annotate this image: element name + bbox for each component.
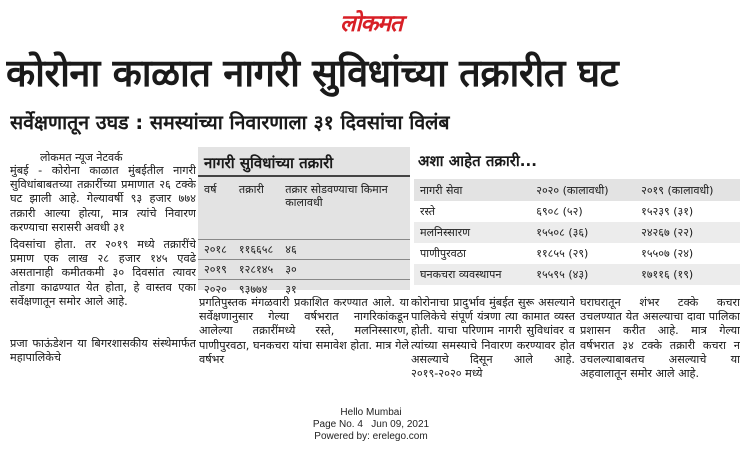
- table-row: [198, 259, 410, 279]
- cell-service: पाणीपुरवठा: [420, 247, 467, 260]
- subheadline: सर्वेक्षणातून उघड : समस्यांच्या निवारणाला ३१ दिवसांचा विलंब: [10, 111, 450, 134]
- article-column-left-bottom2: प्रजा फाऊंडेशन या बिगरशासकीय संस्थेमार्फत महापालिकेचे: [10, 337, 196, 365]
- cell-period: ३१: [279, 279, 410, 299]
- cell-complaints: ११६६५८: [233, 239, 279, 259]
- cell-2019: १५५०७ (२४): [641, 247, 694, 260]
- complaints-summary-table: [198, 181, 410, 299]
- cell-2020: १५५०८ (३६): [530, 222, 635, 243]
- cell-year: २०१८: [198, 239, 233, 259]
- logo-text: लोकमत: [339, 10, 403, 37]
- header-2020: २०२० (कालावधी): [530, 179, 635, 201]
- headline: कोरोना काळात नागरी सुविधांच्या तक्रारीत घट: [6, 51, 619, 95]
- complaints-by-service-box: [414, 147, 740, 290]
- masthead-logo: [0, 6, 742, 38]
- article-column-right: घराघरातून शंभर टक्के कचरा उचलण्यात येत असल्याचा दावा पालिका प्रशासन करीत आहे. मात्र गेल्या वर्षभरात ३४ टक्के तक्रारी कचरा न उचलल्याबाबतच असल्याचे या अहवालातून समोर आले आहे.: [580, 296, 740, 381]
- byline: लोकमत न्यूज नेटवर्क: [40, 151, 123, 164]
- complaints-by-service-table: [414, 179, 740, 285]
- table-row: [414, 201, 740, 222]
- cell-complaints: ९३७७४: [233, 279, 279, 299]
- cell-2019: २४२६७ (२२): [635, 222, 740, 243]
- header-service: नागरी सेवा: [414, 179, 530, 201]
- header-year: वर्ष: [204, 183, 217, 196]
- cell-2020: ६९०८ (५२): [536, 205, 583, 218]
- header-complaints: तक्रारी: [238, 183, 264, 196]
- complaints-summary-box: [198, 147, 410, 296]
- complaints-summary-title: नागरी सुविधांच्या तक्रारी: [204, 154, 334, 172]
- cell-year: २०१९: [198, 259, 233, 279]
- table-row: [198, 239, 410, 259]
- title-rule: [198, 175, 410, 177]
- table-row: [414, 264, 740, 285]
- table-header-row: [414, 179, 740, 201]
- footer-page-date: Page No. 4 Jun 09, 2021: [312, 419, 430, 430]
- table-row: [414, 222, 740, 243]
- cell-2019: १५२३९ (३१): [641, 205, 694, 218]
- cell-service: मलनिस्सारण: [414, 222, 530, 243]
- cell-period: ३०: [279, 259, 410, 279]
- page-footer: [0, 407, 742, 443]
- header-2019: २०१९ (कालावधी): [635, 179, 740, 201]
- article-column-midright: कोरोनाचा प्रादुर्भाव मुंबईत सुरू असल्याने पालिकेचे संपूर्ण यंत्रणा त्या कामात व्यस्त होती. याचा परिणाम नागरी सुविधांवर व त्यांच्या समस्याचे निवारण करण्यावर होत असल्याचे दिसून आले आहे. २०१९-२०२० मध्ये: [411, 296, 575, 381]
- article-column-left-top: मुंबई - कोरोना काळात मुंबईतील नागरी सुविधांबाबतच्या तक्रारींच्या प्रमाणात २६ टक्के घट झाली आहे. गेल्यावर्षी ९३ हजार ७७४ तक्रारी आल्या होत्या, मात्र त्यांचे निवारण करण्याचा सरासरी अवधी ३१: [10, 164, 196, 234]
- table-header-row: [198, 181, 410, 239]
- cell-2020: १५५९५ (४३): [530, 264, 635, 285]
- footer-edition: Hello Mumbai: [340, 407, 402, 418]
- cell-service: रस्ते: [420, 205, 436, 218]
- article-column-left-bottom: दिवसांचा होता. तर २०१९ मध्ये तक्रारींचे प्रमाण एक लाख २८ हजार १४५ एवढे असतानाही कमीतकमी ३० दिवसांत त्यावर तोडगा काढण्यात येत होता, हे वास्तव एका सर्वेक्षणातून समोर आले आहे.: [10, 238, 196, 308]
- cell-complaints: १२८१४५: [233, 259, 279, 279]
- footer-powered-by: Powered by: erelego.com: [314, 431, 428, 442]
- article-column-mid: प्रगतिपुस्तक मंगळवारी प्रकाशित करण्यात आले. या सर्वेक्षणानुसार गेल्या वर्षभरात नागरिकांकडून आलेल्या तक्रारींमध्ये रस्ते, मलनिस्सारण, पाणीपुरवठा, घनकचरा यांचा समावेश होता. मात्र गेले वर्षभर: [199, 296, 409, 366]
- cell-period: ४६: [279, 239, 410, 259]
- cell-year: २०२०: [198, 279, 233, 299]
- cell-2019: १७११६ (१९): [635, 264, 740, 285]
- cell-2020: ११८५५ (२९): [536, 247, 589, 260]
- cell-service: घनकचरा व्यवस्थापन: [414, 264, 530, 285]
- header-resolution-period: तक्रार सोडवण्याचा किमान कालावधी: [285, 183, 388, 209]
- table-row: [414, 243, 740, 264]
- table-row: [198, 279, 410, 299]
- complaints-by-service-title: अशा आहेत तक्रारी...: [418, 152, 537, 170]
